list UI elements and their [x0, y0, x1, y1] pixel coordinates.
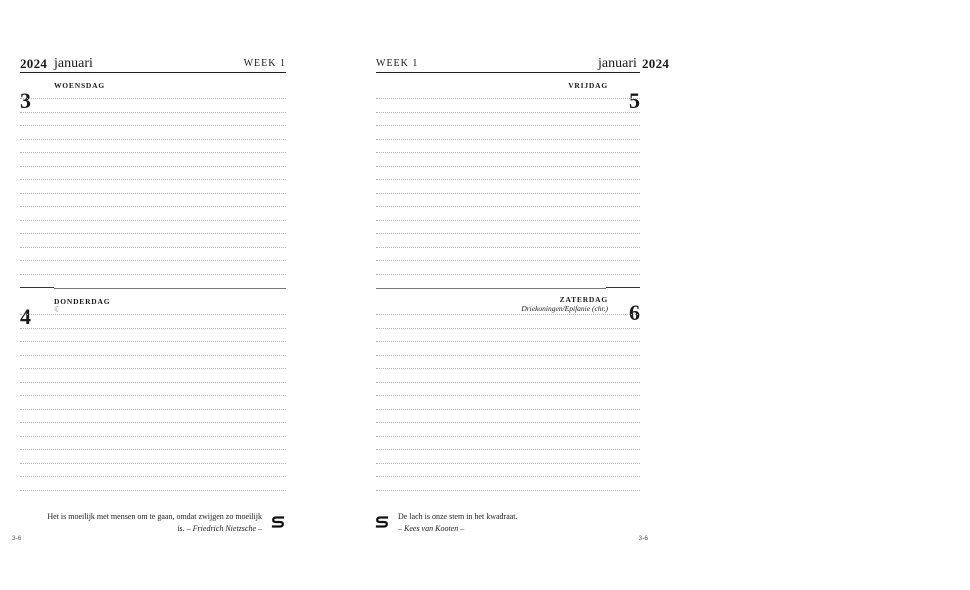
day-number: 3	[20, 88, 31, 113]
week-label: WEEK 1	[376, 58, 419, 69]
writing-line	[376, 436, 640, 437]
holiday-label: Driekoningen/Epifanie (chr.)	[521, 304, 608, 313]
writing-line	[20, 193, 286, 194]
day-name: WOENSDAG	[54, 81, 105, 90]
writing-line	[376, 247, 640, 248]
year-label: 2024	[642, 56, 670, 71]
writing-line	[376, 125, 640, 126]
moon-phase-icon: ☾	[54, 305, 62, 314]
writing-line	[376, 112, 640, 113]
writing-line	[20, 220, 286, 221]
writing-line	[20, 98, 286, 99]
writing-line	[376, 409, 640, 410]
writing-line	[20, 341, 286, 342]
quote-author: – Friedrich Nietzsche –	[186, 524, 262, 533]
s-logo-icon	[272, 516, 284, 528]
year-label: 2024	[20, 56, 48, 71]
writing-line	[376, 98, 640, 99]
writing-line	[20, 274, 286, 275]
writing-line	[376, 476, 640, 477]
quote-text: Het is moeilijk met mensen om te gaan, omdat zwijgen zo moeilijk is.	[47, 512, 262, 533]
writing-line	[376, 355, 640, 356]
writing-line	[20, 355, 286, 356]
day-name: ZATERDAG	[559, 295, 608, 304]
day-number: 5	[629, 88, 640, 113]
writing-line	[20, 314, 286, 315]
writing-line	[20, 409, 286, 410]
writing-line	[20, 395, 286, 396]
day-number: 4	[20, 304, 31, 329]
writing-line	[20, 422, 286, 423]
right-page	[330, 0, 670, 590]
day-divider-rule	[376, 288, 606, 289]
writing-line	[20, 152, 286, 153]
writing-line	[20, 247, 286, 248]
writing-line	[376, 260, 640, 261]
day-number: 6	[629, 300, 640, 325]
writing-line	[20, 125, 286, 126]
writing-line	[376, 368, 640, 369]
writing-line	[20, 233, 286, 234]
writing-line	[20, 112, 286, 113]
s-logo-icon	[376, 516, 388, 528]
header-rule	[20, 72, 286, 73]
writing-line	[20, 476, 286, 477]
writing-line	[376, 395, 640, 396]
writing-line	[376, 341, 640, 342]
writing-line	[20, 260, 286, 261]
writing-line	[20, 368, 286, 369]
writing-line	[376, 220, 640, 221]
quote-author: – Kees van Kooten –	[398, 524, 465, 533]
writing-line	[20, 166, 286, 167]
writing-line	[376, 274, 640, 275]
writing-line	[20, 449, 286, 450]
writing-line	[20, 139, 286, 140]
day-name: VRIJDAG	[568, 81, 608, 90]
day-divider	[606, 287, 640, 288]
writing-line	[376, 139, 640, 140]
quote-block	[398, 511, 598, 535]
writing-line	[376, 382, 640, 383]
day-divider-rule	[54, 288, 286, 289]
writing-line	[20, 463, 286, 464]
writing-line	[376, 166, 640, 167]
month-label: januari	[598, 56, 637, 71]
writing-line	[20, 436, 286, 437]
header-rule	[376, 72, 640, 73]
writing-line	[20, 382, 286, 383]
day-divider	[20, 287, 54, 288]
writing-line	[20, 490, 286, 491]
writing-line	[376, 206, 640, 207]
writing-line	[376, 193, 640, 194]
day-name: DONDERDAG	[54, 297, 111, 306]
writing-line	[20, 206, 286, 207]
page-number: 3-6	[12, 535, 22, 542]
week-label: WEEK 1	[243, 58, 286, 69]
writing-line	[376, 490, 640, 491]
month-label: januari	[54, 56, 93, 71]
writing-line	[376, 422, 640, 423]
page-number: 3-6	[638, 535, 648, 542]
left-page	[0, 0, 330, 590]
quote-text: De lach is onze stem in het kwadraat.	[398, 512, 518, 521]
writing-line	[20, 179, 286, 180]
writing-line	[20, 328, 286, 329]
writing-line	[376, 152, 640, 153]
writing-line	[376, 314, 640, 315]
writing-line	[376, 449, 640, 450]
writing-line	[376, 233, 640, 234]
writing-line	[376, 328, 640, 329]
writing-line	[376, 463, 640, 464]
quote-block	[40, 511, 262, 535]
writing-line	[376, 179, 640, 180]
